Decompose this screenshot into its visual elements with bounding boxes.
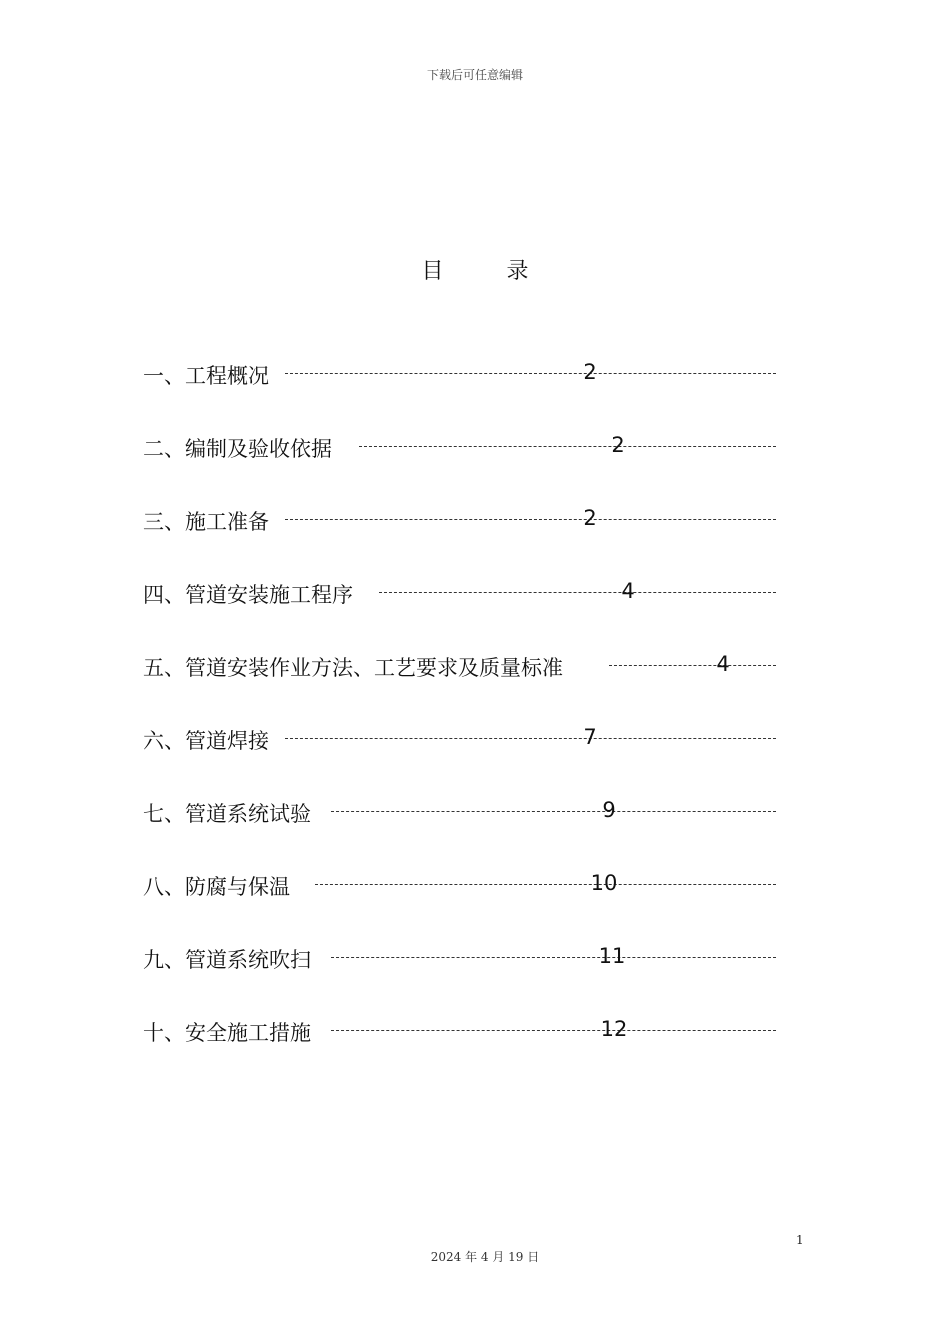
toc-entry-label: 八、防腐与保温 bbox=[143, 871, 292, 901]
toc-entry-page: 9 bbox=[602, 798, 616, 822]
toc-leader bbox=[331, 811, 776, 812]
toc-leader bbox=[359, 446, 776, 447]
toc-leader bbox=[285, 373, 776, 374]
toc-entry[interactable] bbox=[143, 721, 776, 794]
toc-entry[interactable] bbox=[143, 940, 776, 1013]
toc-leader bbox=[285, 519, 776, 520]
toc-leader bbox=[315, 884, 776, 885]
toc-entry[interactable] bbox=[143, 575, 776, 648]
toc-entry[interactable] bbox=[143, 648, 776, 721]
page-title: 目 录 bbox=[421, 259, 557, 284]
toc-entry[interactable] bbox=[143, 429, 776, 502]
toc-leader bbox=[331, 1030, 776, 1031]
toc-entry-label: 九、管道系统吹扫 bbox=[143, 944, 313, 974]
toc-entry-label: 二、编制及验收依据 bbox=[143, 433, 334, 463]
footer-date: 2024 年 4 月 19 日 bbox=[430, 1250, 540, 1264]
toc-entry-page: 4 bbox=[716, 652, 730, 676]
toc-entry-label: 五、管道安装作业方法、工艺要求及质量标准 bbox=[143, 652, 565, 682]
toc-entry-page: 7 bbox=[583, 725, 597, 749]
toc-entry[interactable] bbox=[143, 794, 776, 867]
toc-entry-label: 十、安全施工措施 bbox=[143, 1017, 313, 1047]
header-note: 下载后可任意编辑 bbox=[426, 68, 523, 82]
toc-entry-page: 10 bbox=[590, 871, 618, 895]
page-number: 1 bbox=[796, 1233, 804, 1247]
toc-leader bbox=[285, 738, 776, 739]
toc-leader bbox=[379, 592, 776, 593]
toc-entry-page: 2 bbox=[583, 360, 597, 384]
toc-entry-page: 11 bbox=[598, 944, 626, 968]
toc-entry-page: 2 bbox=[583, 506, 597, 530]
toc-entry-label: 四、管道安装施工程序 bbox=[143, 579, 355, 609]
toc-entry[interactable] bbox=[143, 356, 776, 429]
toc-entry-page: 4 bbox=[621, 579, 635, 603]
toc-entry-page: 2 bbox=[611, 433, 625, 457]
toc-entry[interactable] bbox=[143, 867, 776, 940]
toc-entry-label: 三、施工准备 bbox=[143, 506, 271, 536]
toc-list bbox=[143, 356, 776, 1086]
toc-entry[interactable] bbox=[143, 502, 776, 575]
toc-entry-label: 七、管道系统试验 bbox=[143, 798, 313, 828]
toc-entry-page: 12 bbox=[600, 1017, 628, 1041]
toc-entry-label: 六、管道焊接 bbox=[143, 725, 271, 755]
toc-entry[interactable] bbox=[143, 1013, 776, 1086]
toc-leader bbox=[609, 665, 776, 666]
toc-leader bbox=[331, 957, 776, 958]
toc-entry-label: 一、工程概况 bbox=[143, 360, 271, 390]
